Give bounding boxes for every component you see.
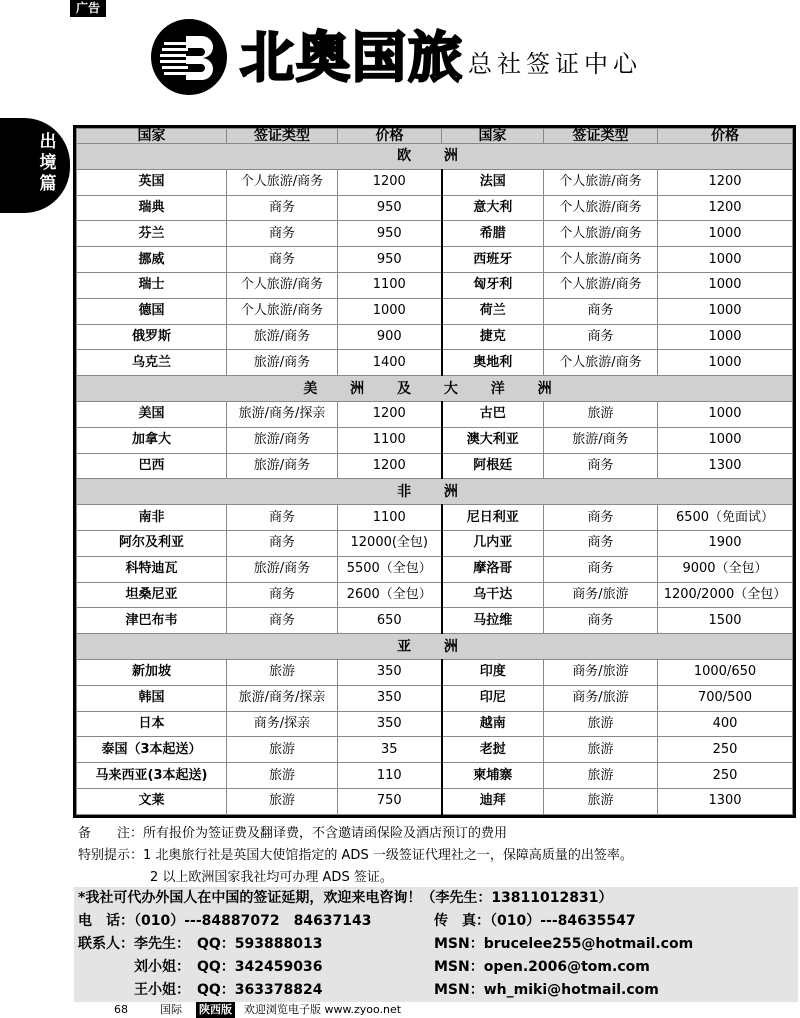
table-row	[77, 737, 793, 763]
visa-type-cell: 旅游	[227, 659, 338, 685]
country-cell: 西班牙	[442, 247, 544, 273]
price-cell: 1000	[658, 401, 793, 427]
country-cell: 老挝	[442, 737, 544, 763]
msn-1: MSN：brucelee255@hotmail.com	[434, 936, 694, 952]
contact-block	[74, 887, 798, 1002]
table-row	[77, 711, 793, 737]
table-row	[77, 659, 793, 685]
price-cell: 1100	[338, 505, 442, 531]
region-label: 亚 洲	[77, 634, 793, 660]
country-cell: 摩洛哥	[442, 556, 544, 582]
price-cell: 900	[338, 324, 442, 350]
region-header-row	[77, 144, 793, 170]
table-row	[77, 685, 793, 711]
visa-type-cell: 商务	[227, 582, 338, 608]
visa-type-cell: 商务	[227, 195, 338, 221]
visa-type-cell: 商务	[227, 608, 338, 634]
country-cell: 尼日利亚	[442, 505, 544, 531]
visa-type-cell: 个人旅游/商务	[544, 272, 658, 298]
price-cell: 1000	[658, 247, 793, 273]
country-cell: 新加坡	[77, 659, 227, 685]
country-cell: 巴西	[77, 453, 227, 479]
price-cell: 1200/2000（全包）	[658, 582, 793, 608]
contact-person-1: 联系人：李先生： QQ：593888013	[78, 936, 323, 952]
contact-person-2: 刘小姐： QQ：342459036	[134, 959, 323, 975]
extension-note: *我社可代办外国人在中国的签证延期，欢迎来电咨询！（李先生：13811012831）	[78, 890, 613, 906]
table-row	[77, 556, 793, 582]
price-cell: 950	[338, 247, 442, 273]
price-cell: 350	[338, 659, 442, 685]
visa-type-cell: 商务	[227, 247, 338, 273]
country-cell: 匈牙利	[442, 272, 544, 298]
price-cell: 110	[338, 763, 442, 789]
brand-logo-icon	[150, 18, 228, 96]
visa-type-cell: 商务	[544, 556, 658, 582]
side-tab-label: 出境篇	[39, 132, 57, 194]
visa-type-cell: 旅游/商务	[544, 427, 658, 453]
country-cell: 意大利	[442, 195, 544, 221]
visa-type-cell: 旅游	[227, 737, 338, 763]
price-cell: 1000	[658, 298, 793, 324]
table-row	[77, 247, 793, 273]
edition-badge: 陕西版	[196, 1002, 235, 1018]
visa-type-cell: 旅游/商务	[227, 453, 338, 479]
price-cell: 1400	[338, 350, 442, 376]
price-cell: 1000	[338, 298, 442, 324]
table-header-row	[77, 129, 793, 144]
table-row	[77, 427, 793, 453]
visa-type-cell: 商务	[544, 608, 658, 634]
country-cell: 印尼	[442, 685, 544, 711]
country-cell: 希腊	[442, 221, 544, 247]
visa-type-cell: 旅游	[227, 788, 338, 814]
visa-type-cell: 旅游/商务	[227, 350, 338, 376]
country-cell: 越南	[442, 711, 544, 737]
country-cell: 挪威	[77, 247, 227, 273]
price-cell: 700/500	[658, 685, 793, 711]
price-cell: 1100	[338, 427, 442, 453]
table-row	[77, 195, 793, 221]
visa-type-cell: 个人旅游/商务	[227, 169, 338, 195]
price-cell: 1500	[658, 608, 793, 634]
column-header: 价格	[338, 129, 442, 144]
column-header: 签证类型	[544, 129, 658, 144]
country-cell: 日本	[77, 711, 227, 737]
price-cell: 9000（全包）	[658, 556, 793, 582]
visa-type-cell: 个人旅游/商务	[227, 298, 338, 324]
country-cell: 马拉维	[442, 608, 544, 634]
region-header-row	[77, 634, 793, 660]
visa-type-cell: 旅游/商务	[227, 324, 338, 350]
visa-type-cell: 旅游/商务/探亲	[227, 685, 338, 711]
brand-name: 北奥国旅	[240, 26, 464, 89]
country-cell: 柬埔寨	[442, 763, 544, 789]
visa-table	[76, 128, 793, 815]
price-cell: 6500（免面试）	[658, 505, 793, 531]
visa-type-cell: 商务	[544, 505, 658, 531]
region-label: 欧 洲	[77, 144, 793, 170]
visa-type-cell: 商务	[544, 453, 658, 479]
visa-type-cell: 个人旅游/商务	[227, 272, 338, 298]
price-cell: 1300	[658, 788, 793, 814]
country-cell: 马来西亚(3本起送)	[77, 763, 227, 789]
price-cell: 5500（全包）	[338, 556, 442, 582]
visa-type-cell: 商务/旅游	[544, 685, 658, 711]
visa-type-cell: 旅游	[227, 763, 338, 789]
table-row	[77, 582, 793, 608]
price-cell: 650	[338, 608, 442, 634]
msn-2: MSN：open.2006@tom.com	[434, 959, 650, 975]
price-cell: 1200	[338, 401, 442, 427]
visa-type-cell: 商务	[227, 221, 338, 247]
table-row	[77, 272, 793, 298]
country-cell: 捷克	[442, 324, 544, 350]
visa-type-cell: 商务	[544, 298, 658, 324]
footer-note: 欢迎浏览电子版 www.zyoo.net	[244, 1003, 402, 1016]
visa-type-cell: 旅游/商务	[227, 427, 338, 453]
country-cell: 古巴	[442, 401, 544, 427]
region-label: 非 洲	[77, 479, 793, 505]
country-cell: 乌克兰	[77, 350, 227, 376]
country-cell: 瑞士	[77, 272, 227, 298]
price-cell: 1000	[658, 221, 793, 247]
table-row	[77, 453, 793, 479]
price-cell: 1200	[338, 453, 442, 479]
notes-block	[78, 823, 796, 889]
visa-type-cell: 商务/探亲	[227, 711, 338, 737]
table-row	[77, 788, 793, 814]
table-row	[77, 401, 793, 427]
column-header: 国家	[442, 129, 544, 144]
price-cell: 350	[338, 685, 442, 711]
footer-section: 国际	[160, 1003, 182, 1016]
table-row	[77, 763, 793, 789]
country-cell: 泰国（3本起送）	[77, 737, 227, 763]
country-cell: 韩国	[77, 685, 227, 711]
country-cell: 加拿大	[77, 427, 227, 453]
table-row	[77, 505, 793, 531]
table-row	[77, 324, 793, 350]
price-cell: 950	[338, 221, 442, 247]
special-note-2: 2 以上欧洲国家我社均可办理 ADS 签证。	[150, 870, 393, 885]
visa-type-cell: 商务	[544, 324, 658, 350]
table-row	[77, 221, 793, 247]
visa-type-cell: 个人旅游/商务	[544, 350, 658, 376]
region-header-row	[77, 479, 793, 505]
price-cell: 35	[338, 737, 442, 763]
region-header-row	[77, 376, 793, 402]
column-header: 价格	[658, 129, 793, 144]
price-cell: 1000/650	[658, 659, 793, 685]
country-cell: 瑞典	[77, 195, 227, 221]
visa-type-cell: 旅游/商务/探亲	[227, 401, 338, 427]
column-header: 签证类型	[227, 129, 338, 144]
country-cell: 芬兰	[77, 221, 227, 247]
country-cell: 法国	[442, 169, 544, 195]
country-cell: 乌干达	[442, 582, 544, 608]
msn-3: MSN：wh_miki@hotmail.com	[434, 982, 659, 998]
price-cell: 1000	[658, 272, 793, 298]
region-label: 美 洲 及 大 洋 洲	[77, 376, 793, 402]
price-cell: 1200	[658, 195, 793, 221]
country-cell: 文莱	[77, 788, 227, 814]
visa-type-cell: 个人旅游/商务	[544, 221, 658, 247]
price-cell: 250	[658, 763, 793, 789]
ad-tag: 广告	[70, 0, 106, 17]
country-cell: 奥地利	[442, 350, 544, 376]
visa-type-cell: 旅游	[544, 401, 658, 427]
price-cell: 1000	[658, 427, 793, 453]
country-cell: 几内亚	[442, 530, 544, 556]
table-row	[77, 350, 793, 376]
brand-subtitle: 总社签证中心	[468, 50, 642, 78]
country-cell: 美国	[77, 401, 227, 427]
visa-type-cell: 旅游	[544, 788, 658, 814]
price-cell: 2600（全包）	[338, 582, 442, 608]
price-cell: 750	[338, 788, 442, 814]
country-cell: 荷兰	[442, 298, 544, 324]
visa-type-cell: 商务/旅游	[544, 582, 658, 608]
page-number: 68	[114, 1003, 128, 1016]
country-cell: 迪拜	[442, 788, 544, 814]
table-row	[77, 169, 793, 195]
country-cell: 坦桑尼亚	[77, 582, 227, 608]
price-cell: 1100	[338, 272, 442, 298]
visa-type-cell: 旅游	[544, 763, 658, 789]
price-cell: 250	[658, 737, 793, 763]
visa-type-cell: 个人旅游/商务	[544, 195, 658, 221]
visa-type-cell: 商务	[544, 530, 658, 556]
remark-note: 备 注：所有报价为签证费及翻译费，不含邀请函保险及酒店预订的费用	[78, 826, 508, 841]
visa-type-cell: 个人旅游/商务	[544, 169, 658, 195]
country-cell: 澳大利亚	[442, 427, 544, 453]
country-cell: 英国	[77, 169, 227, 195]
country-cell: 俄罗斯	[77, 324, 227, 350]
fax-line: 传 真：（010）---84635547	[434, 913, 636, 929]
country-cell: 阿尔及利亚	[77, 530, 227, 556]
table-row	[77, 530, 793, 556]
price-cell: 1300	[658, 453, 793, 479]
country-cell: 德国	[77, 298, 227, 324]
country-cell: 印度	[442, 659, 544, 685]
visa-type-cell: 商务/旅游	[544, 659, 658, 685]
column-header: 国家	[77, 129, 227, 144]
visa-price-table	[73, 125, 796, 818]
country-cell: 南非	[77, 505, 227, 531]
phone-line: 电 话：（010）---84887072 84637143	[78, 913, 372, 929]
price-cell: 1000	[658, 350, 793, 376]
section-side-tab	[0, 118, 70, 213]
special-note-1: 特别提示：1 北奥旅行社是英国大使馆指定的 ADS 一级签证代理社之一，保障高质量的出签率。	[78, 848, 633, 863]
visa-type-cell: 商务	[227, 530, 338, 556]
visa-type-cell: 旅游/商务	[227, 556, 338, 582]
price-cell: 400	[658, 711, 793, 737]
visa-type-cell: 商务	[227, 505, 338, 531]
price-cell: 1000	[658, 324, 793, 350]
contact-person-3: 王小姐： QQ：363378824	[134, 982, 323, 998]
country-cell: 科特迪瓦	[77, 556, 227, 582]
visa-type-cell: 个人旅游/商务	[544, 247, 658, 273]
price-cell: 350	[338, 711, 442, 737]
price-cell: 1900	[658, 530, 793, 556]
visa-type-cell: 旅游	[544, 737, 658, 763]
price-cell: 1200	[658, 169, 793, 195]
table-row	[77, 298, 793, 324]
table-row	[77, 608, 793, 634]
price-cell: 12000(全包)	[338, 530, 442, 556]
visa-type-cell: 旅游	[544, 711, 658, 737]
page-footer	[0, 1002, 800, 1018]
country-cell: 津巴布韦	[77, 608, 227, 634]
price-cell: 950	[338, 195, 442, 221]
price-cell: 1200	[338, 169, 442, 195]
country-cell: 阿根廷	[442, 453, 544, 479]
